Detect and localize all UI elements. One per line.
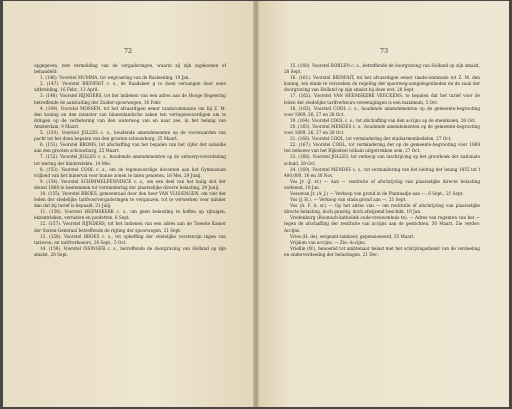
paragraph: Vries (H. de), sergeant-tamboer, gepensioneerd, 25 Maart. — [290, 233, 415, 239]
paragraph: Vos Jr. (J. sr.) — Aan — restitutie of afschrijving van plaatselijke directe belasting verleend, 19 Jan. — [284, 178, 480, 190]
page-text — [284, 63, 480, 258]
paragraph: 19. (164). Voorstel COOL c. s., tot afschaffing van den accijns op de steenkolen, 26 Oct. — [290, 117, 477, 123]
paragraph: 4. (149). Voorstel MOSSEN, tot het afvaardigen eener raadscommissie om bij Z. M. den koning en den minister van binnenlandsche zaken ten vertegenwoordigen om te dringen op de verbetering van den waterweg van en naar zee, in het belang van Amsterdam, 9 Maart. — [34, 105, 226, 129]
paragraph: Vrijdom van accijns. — Zie: Accijns. — [290, 239, 366, 245]
page-text — [34, 63, 226, 258]
paragraph: 13. (158). Voorstel BROES c. s., tot opheffing der stedelijke vorstenrijn ingen van tarieven, en tarifverkoeurs, 28 Sept., 5 Oct. — [34, 233, 226, 245]
paragraph: 18. (163). Voorstel COOL c. s., houdende amendementen op de gemeente-begrooting voor 1869, 26, 27 en 28 Oct. — [284, 105, 480, 117]
paragraph: 22. (167). Voorstel COOL, tot vermindering der op de gemeente-begrooting voor 1869 ten behoeve van het Rijksdeel tolbain uitgetrokken som, 27 Oct. — [284, 142, 480, 154]
paragraph: 14. (159). Voorstel ISSINGER c. s., betreffende de doorgraving van Holland op zijn smalst, 28 Sept. — [34, 245, 226, 257]
paragraph: 11. (156). Voorstel HEEMSKERK c. s., om geen bekosting te heffen op rijtuigen, ekzentrieken, vernisten en ponletten, 6 Sept. — [34, 209, 226, 221]
paragraph: 2. (147). Voorstel BIENFAIT c. s., de Raadsleer g to doen vervangen door eene uitbreiding, 16 Febr., 13 April. — [34, 81, 226, 93]
paragraph: 7. (152). Voorstel JOLLES c. s., houdende amendementen op de ontwerp-verordening tot wering der kinderziekte, 14 Mei. — [34, 154, 226, 166]
paragraph: 12. (157). Voorstel RIJNDERS, tot het indienen van een adres aan de Tweede Kamer der Staten-Generaal betreffende de rigting der spoorwegen, 21 Sept. — [34, 221, 226, 233]
paragraph: 8. (153). Voorstel COOL c. s., om de tegenwoordige docenten aan het Gymnasium vrijheid van het minerval voor hunne zonen te laten genieten, 18 Mei, 29 Junij. — [34, 166, 226, 178]
paragraph: 9. (154). Voorstel SCHIMMELPENNINCK c. s., om een deel van het batig slot der dienst 1868 te bestemmen tot vermindering der plaatselijke directe belasting, 29 Junij. — [34, 178, 226, 190]
paragraph: Vossevan Jr. (A. J.) — Verkoop van grond in de Plantaadje aan —, 6 Sept., 21 Sept. — [290, 190, 464, 196]
paragraph: 17. (162). Voorstel VAN HEEMSKERK VEECKENS, te bepalen dat het tarief voor de leden der stedelijke tarifverkeurs-vereenigingen is een maximum, 5 Oct. — [284, 93, 480, 105]
left-page — [3, 1, 253, 407]
paragraph: 10. (155). Voorstel BROES, gemeenraad door den heer VAN VLISSINGEN, om vier der leden der stedelijke tarifvoorvergaderingen te verganzen, tot te verwerken voor minder dan dat bij tarief is bepaald, 21 Julij. — [34, 190, 226, 209]
right-page — [259, 1, 509, 407]
paragraph: 6. (151). Voorstel BROMS, tot afschaffing van het bepalen van het cijfer der subsidie aan den grooten schouwburg, 25 Maart. — [34, 142, 226, 154]
page-number: 72 — [123, 47, 133, 55]
paragraph: Vriellin (W.), benoemd tot ambtenaar belast met het schrijvingsdienst van de verdeeling en onderverdeeling der belastingen, 21 Dec. — [284, 245, 480, 257]
paragraph: opgegeven, met vermelding van de vergaderingen, waarin zij zijn ingekomen of behandeld: — [34, 63, 226, 75]
paragraph: 23. (168). Voorstel JOLLES, tot verkoop van inschrijving op het grootboek der nationale schuld, 28 Oct. — [284, 154, 480, 166]
page-number: 73 — [379, 47, 389, 55]
paragraph: 21. (166). Voorstel COOL, tot vermindering der stadsarmenbedelen, 27 Oct. — [290, 136, 452, 142]
paragraph: 24. (169). Voorstel MENDES c. s., tot vermindering van het bedrag der lening 1855 tot f 400,000, 16 en 30 Nov. — [284, 166, 480, 178]
paragraph: 1. (146). Voorstel MUMMA, tot wegvaering van de Rasleeding, 19 Jan. — [40, 75, 190, 81]
paragraph: 15. (160). Voorstel BORLEN c. s., betreffende de doorgraving van Holland op zijn smalst, 28 Sept. — [284, 63, 480, 75]
paragraph: Vos (J. H.). — Verkoop van stads grond aan —, 21 Sept. — [290, 197, 407, 203]
paragraph: 16. (161). Voorstel BIENFAIT, tot het afvaardigen eener raadscommissie tot Z. M. den koning, ten einde te verzoeken de regeling der spoorweg-aangelegenheden en de zaak der doorgraving van Holland op zijn smalst bij deze wet, 28 Sept. — [284, 75, 480, 93]
paragraph: 20. (165). Voorstel MENDES c. s., houdende amendementen op de gemeente-begrooting voor 1869, 26, 27 en 28 Oct. — [284, 123, 480, 136]
paragraph: Vos (A. F. A. sr.) — Op het adres van — om restitutie of afschrijving van plaatselijke directe belasting, doch gunstig, doch afwijzend beschikt, 19 Jan. — [284, 203, 480, 215]
paragraph: 3. (148). Voorstel RIJNDERS, tot het indienen van een adres aan de Hooge Regeering betreffende de aansluiting der Zuider-spoorwegen, 16 Febr. — [34, 93, 226, 105]
book-spread — [3, 1, 509, 407]
paragraph: Vredenburg (Roomsch-katholiek oude-vrouwenhuis te). — Adres van regenten van het — tegen de afschaffing der restitutie van accijns aan de gestichten, 30 Maart. Zie verder: Accijns. — [284, 215, 480, 233]
paragraph: 5. (150). Voorstel JOLLES c. s., houdende amendementen op de voorwaarden van pacht tot het doen bepalen van den grooten schouwburg, 25 Maart. — [34, 130, 226, 142]
